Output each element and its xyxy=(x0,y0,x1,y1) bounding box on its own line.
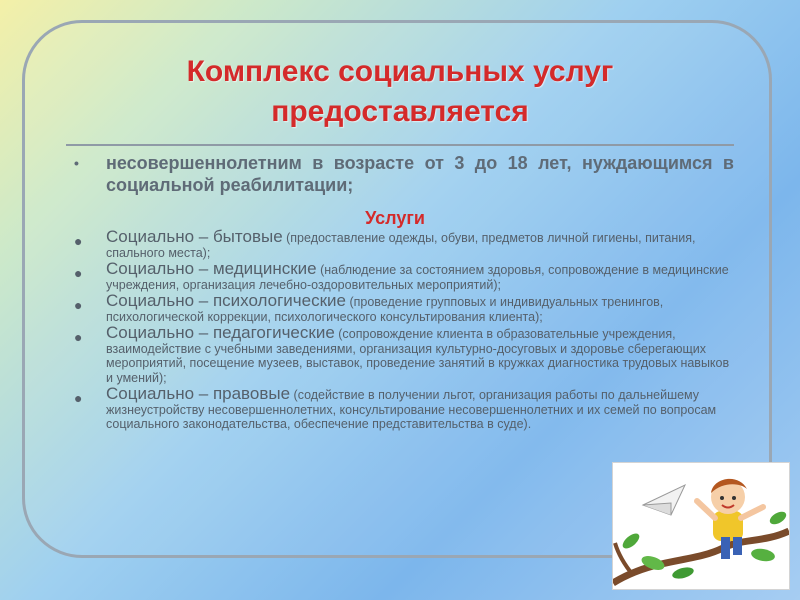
service-title: Социально – медицинские xyxy=(106,259,317,278)
service-description: (наблюдение за состоянием здоровья, сопровождение в медицинские учреждения, организация лечебно-оздоровительных мероприятий); xyxy=(106,263,729,292)
services-heading: Услуги xyxy=(365,208,425,228)
child-on-branch-icon xyxy=(613,463,789,589)
service-item-legal xyxy=(74,384,734,432)
service-description: (содействие в получении льгот, организация работы по дальнейшему жизнеустройству несовершеннолетних, консультирование несовершеннолетних и их семей по вопросам социального законодательства, обеспечение представительства в суде). xyxy=(106,388,717,431)
bullet-icon: ● xyxy=(74,390,83,406)
service-title: Социально – педагогические xyxy=(106,323,335,342)
service-description: (проведение групповых и индивидуальных тренингов, психологической коррекции, психологического консультирования клиента); xyxy=(106,295,664,324)
service-description: (сопровождение клиента в образовательные учреждения, взаимодействие с учебными заведениями, организация культурно-досуговых и здоровье сберегающих мероприятий, посещение музеев, выставок, проведение занятий в кружках диагностика трудовых навыков и умений); xyxy=(106,327,730,385)
bullet-icon: ● xyxy=(74,265,83,281)
service-item-household xyxy=(74,227,734,260)
title-line-1: Комплекс социальных услуг xyxy=(186,55,614,88)
service-item-psychological xyxy=(74,291,734,324)
bullet-icon: ● xyxy=(74,329,83,345)
child-on-branch-illustration xyxy=(612,462,790,590)
service-title: Социально – бытовые xyxy=(106,227,283,246)
services-list xyxy=(74,227,734,434)
title-line-2: предоставляется xyxy=(271,95,529,128)
service-item-medical xyxy=(74,259,734,292)
intro-item xyxy=(74,152,734,196)
service-item-pedagogical xyxy=(74,323,734,385)
title-divider xyxy=(66,144,734,146)
bullet-icon: • xyxy=(74,155,79,171)
service-description: (предоставление одежды, обуви, предметов личной гигиены, питания, спального места); xyxy=(106,231,696,260)
service-title: Социально – правовые xyxy=(106,384,291,403)
bullet-icon: ● xyxy=(74,233,83,249)
bullet-icon: ● xyxy=(74,297,83,313)
service-title: Социально – психологические xyxy=(106,291,346,310)
page-title xyxy=(0,52,800,132)
intro-text: несовершеннолетним в возрасте от 3 до 18 лет, нуждающимся в социальной реабилитации; xyxy=(106,153,734,195)
